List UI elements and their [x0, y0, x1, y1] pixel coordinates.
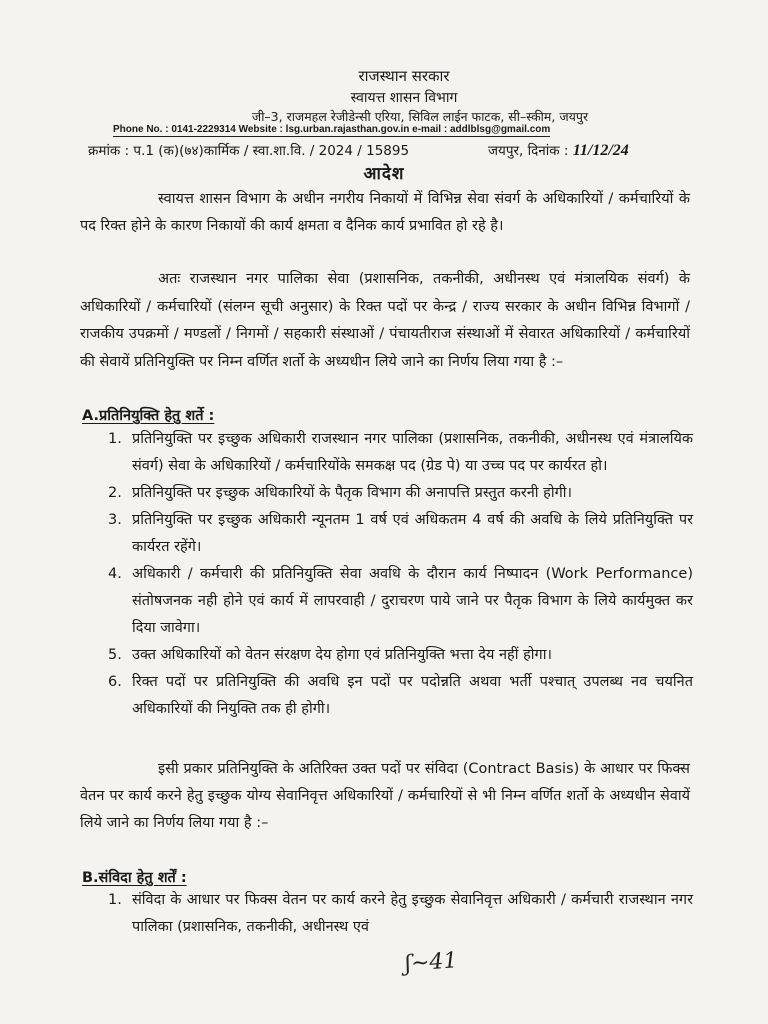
item-text: प्रतिनियुक्ति पर इच्छुक अधिकारी न्यूनतम 1 वर्ष एवं अधिकतम 4 वर्ष की अवधि के लिये प्रतिनियुक्ति पर कार्यरत रहेंगे।: [132, 512, 693, 555]
signature: ʃ~41: [404, 948, 459, 977]
list-item: [108, 480, 693, 507]
section-a-heading: A.प्रतिनियुक्ति हेतु शर्ते :: [82, 408, 215, 424]
item-text: रिक्त पदों पर प्रतिनियुक्ति की अवधि इन पदों पर पदोन्नति अथवा भर्ती पश्चात् उपलब्ध नव चयनित अधिकारियों की नियुक्ति तक ही होगी।: [132, 674, 693, 717]
date-block: [488, 141, 629, 160]
item-number: 1.: [108, 892, 122, 908]
government-name: राजस्थान सरकार: [358, 67, 450, 85]
office-address: जी–3, राजमहल रेजीडेन्सी एरिया, सिविल लाईन फाटक, सी–स्कीम, जयपुर: [251, 109, 589, 124]
list-item: [108, 561, 693, 642]
order-date: 11/12/24: [572, 142, 629, 159]
item-text: अधिकारी / कर्मचारी की प्रतिनियुक्ति सेवा अवधि के दौरान कार्य निष्पादन (Work Performance) संतोषजनक नही होने एवं कार्य में लापरवाही / दुराचरण पाये जाने पर पैतृक विभाग के लिये कार्यमुक्त कर दिया जावेगा।: [132, 566, 693, 636]
item-text: संविदा के आधार पर फिक्स वेतन पर कार्य करने हेतु इच्छुक सेवानिवृत्त अधिकारी / कर्मचारी राजस्थान नगर पालिका (प्रशासनिक, तकनीकी, अधीनस्थ एवं: [132, 892, 693, 935]
item-text: प्रतिनियुक्ति पर इच्छुक अधिकारी राजस्थान नगर पालिका (प्रशासनिक, तकनीकी, अधीनस्थ एवं मंत्रालयिक संवर्ग) सेवा के अधिकारियों / कर्मचारियोंके समकक्ष पद (ग्रेड पे) या उच्च पद पर कार्यरत हो।: [132, 431, 693, 474]
list-item: [108, 642, 693, 669]
item-number: 4.: [108, 566, 122, 582]
contract-paragraph: इसी प्रकार प्रतिनियुक्ति के अतिरिक्त उक्त पदों पर संविदा (Contract Basis) के आधार पर फिक्स वेतन पर कार्य करने हेतु इच्छुक योग्य सेवानिवृत्त अधिकारियों / कर्मचारियों से भी निम्न वर्णित शर्तो के अध्यधीन सेवायें लिये जाने का निर्णय लिया गया है :–: [80, 761, 690, 831]
list-item: [108, 507, 693, 561]
item-text: प्रतिनियुक्ति पर इच्छुक अधिकारियों के पैतृक विभाग की अनापत्ति प्रस्तुत करनी होगी।: [132, 485, 573, 501]
section-b-list: [108, 887, 693, 941]
decision-paragraph: अतः राजस्थान नगर पालिका सेवा (प्रशासनिक, तकनीकी, अधीनस्थ एवं मंत्रालयिक संवर्ग) के अधिकारियों / कर्मचारियों (संलग्न सूची अनुसार) के रिक्त पदों पर केन्द्र / राज्य सरकार के अधीन विभिन्न विभागों / राजकीय उपक्रमों / मण्डलों / निगमों / सहकारी संस्थाओं / पंचायतीराज संस्थाओं में सेवारत अधिकारियों / कर्मचारियों की सेवायें प्रतिनियुक्ति पर निम्न वर्णित शर्तो के अध्यधीन लिये जाने का निर्णय लिया गया है :–: [80, 271, 690, 370]
item-text: उक्त अधिकारियों को वेतन संरक्षण देय होगा एवं प्रतिनियुक्ति भत्ता देय नहीं होगा।: [132, 647, 552, 663]
place-date-label: जयपुर, दिनांक :: [488, 143, 569, 159]
contact-line: Phone No. : 0141-2229314 Website : lsg.urban.rajasthan.gov.in e-mail : addlblsg@gmail.com: [113, 124, 551, 135]
list-item: [108, 887, 693, 941]
section-a-list: [108, 426, 693, 723]
item-number: 2.: [108, 485, 122, 501]
department-name: स्वायत्त शासन विभाग: [350, 90, 458, 106]
item-number: 5.: [108, 647, 122, 663]
order-title: आदेश: [363, 164, 405, 184]
section-b-heading: B.संविदा हेतु शर्तें :: [82, 870, 187, 886]
item-number: 6.: [108, 674, 122, 690]
item-number: 3.: [108, 512, 122, 528]
item-number: 1.: [108, 431, 122, 447]
list-item: [108, 426, 693, 480]
intro-paragraph: स्वायत्त शासन विभाग के अधीन नगरीय निकायों में विभिन्न सेवा संवर्ग के अधिकारियों / कर्मचारियों के पद रिक्त होने के कारण निकायों की कार्य क्षमता व दैनिक कार्य प्रभावित हो रहे है।: [80, 191, 690, 234]
reference-number: क्रमांक : प.1 (क)(७४)कार्मिक / स्वा.शा.वि. / 2024 / 15895: [88, 143, 410, 159]
list-item: [108, 669, 693, 723]
